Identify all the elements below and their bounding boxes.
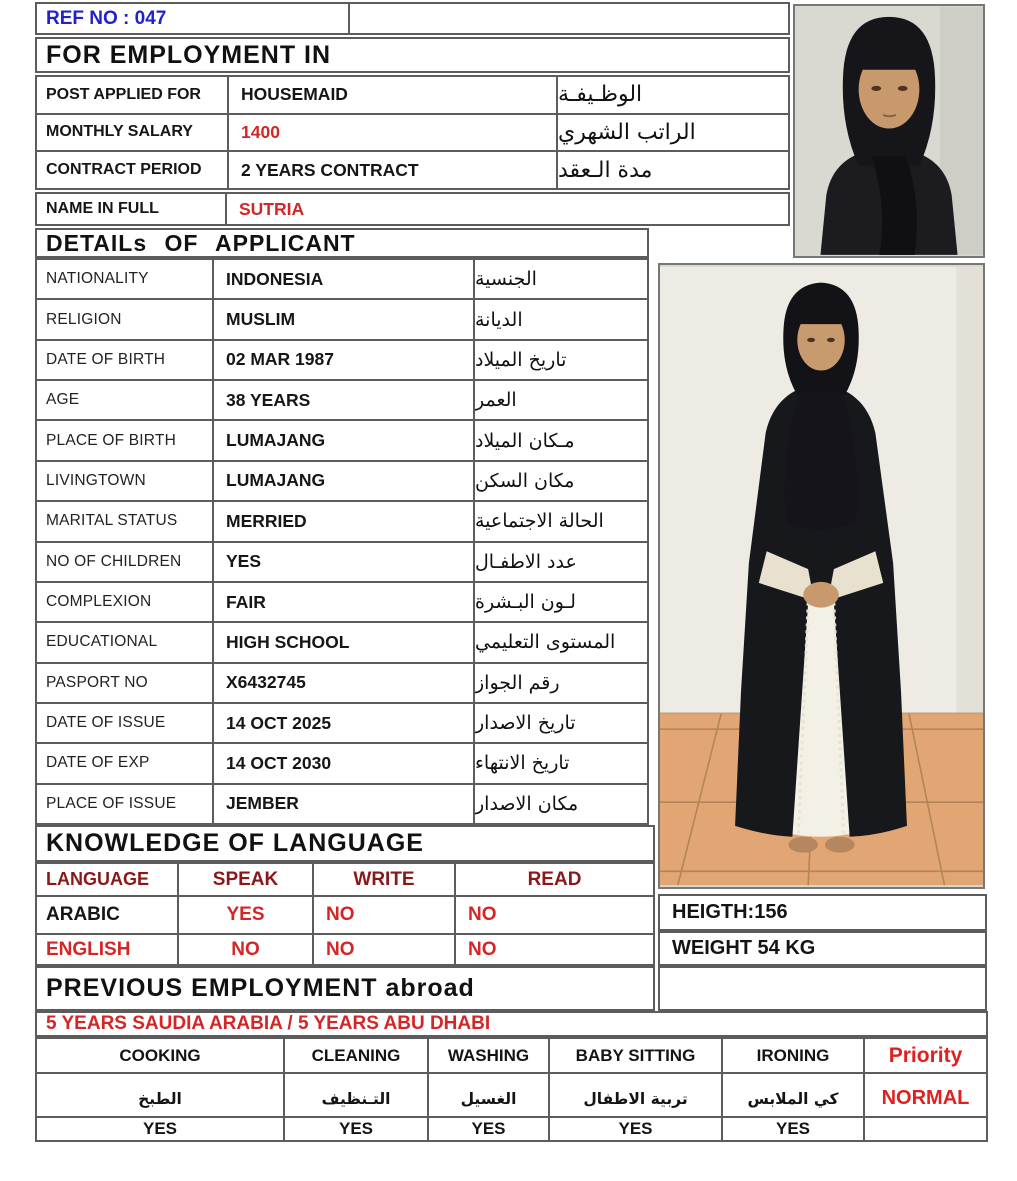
priority-empty-cell <box>865 1118 986 1140</box>
portrait-illustration <box>795 6 983 256</box>
read-col-header: READ <box>456 864 653 895</box>
arabic-language-label: ARABIC <box>37 897 177 933</box>
age-value: 38 YEARS <box>214 381 473 419</box>
cooking-header: COOKING <box>37 1039 283 1072</box>
place-of-issue-value: JEMBER <box>214 785 473 823</box>
date-of-issue-value: 14 OCT 2025 <box>214 704 473 742</box>
language-heading: KNOWLEDGE OF LANGUAGE <box>46 829 424 857</box>
educational-label: EDUCATIONAL <box>37 623 212 661</box>
applicant-portrait-photo <box>793 4 985 258</box>
marital-status-value: MERRIED <box>214 502 473 540</box>
previous-employment-heading: PREVIOUS EMPLOYMENT abroad <box>46 974 475 1002</box>
contract-period-value: 2 YEARS CONTRACT <box>229 152 556 188</box>
skills-table <box>35 1037 988 1142</box>
religion-label: RELIGION <box>37 300 212 338</box>
passport-no-arabic: رقم الجواز <box>475 664 647 702</box>
post-applied-value: HOUSEMAID <box>229 77 556 113</box>
date-of-issue-arabic: تاريخ الاصدار <box>475 704 647 742</box>
previous-employment-detail-row <box>35 1011 988 1037</box>
complexion-value: FAIR <box>214 583 473 621</box>
english-language-label: ENGLISH <box>37 935 177 964</box>
educational-value: HIGH SCHOOL <box>214 623 473 661</box>
details-heading: DETAILs OF APPLICANT <box>46 229 356 256</box>
language-table <box>35 862 655 966</box>
ironing-value: YES <box>723 1118 863 1140</box>
previous-employment-empty-cell <box>658 966 987 1011</box>
ironing-header: IRONING <box>723 1039 863 1072</box>
date-of-birth-arabic: تاريخ الميلاد <box>475 341 647 379</box>
name-label: NAME IN FULL <box>37 194 227 224</box>
date-of-birth-value: 02 MAR 1987 <box>214 341 473 379</box>
age-arabic: العمر <box>475 381 647 419</box>
speak-col-header: SPEAK <box>179 864 312 895</box>
no-of-children-label: NO OF CHILDREN <box>37 543 212 581</box>
passport-no-value: X6432745 <box>214 664 473 702</box>
cleaning-arabic: التـنظيف <box>285 1074 427 1116</box>
date-of-exp-value: 14 OCT 2030 <box>214 744 473 782</box>
nationality-value: INDONESIA <box>214 260 473 298</box>
language-heading-row <box>35 825 655 862</box>
monthly-salary-label: MONTHLY SALARY <box>37 115 227 151</box>
washing-arabic: الغسيل <box>429 1074 548 1116</box>
previous-employment-detail: 5 YEARS SAUDIA ARABIA / 5 YEARS ABU DHABI <box>46 1013 491 1034</box>
name-value: SUTRIA <box>239 198 305 219</box>
english-write-value: NO <box>314 935 454 964</box>
contract-period-label: CONTRACT PERIOD <box>37 152 227 188</box>
date-of-issue-label: DATE OF ISSUE <box>37 704 212 742</box>
english-read-value: NO <box>456 935 653 964</box>
name-row <box>35 192 790 226</box>
post-applied-arabic: الوظـيفـة <box>558 77 788 113</box>
employment-heading: FOR EMPLOYMENT IN <box>46 40 332 69</box>
complexion-label: COMPLEXION <box>37 583 212 621</box>
cooking-arabic: الطبخ <box>37 1074 283 1116</box>
ref-no-cell <box>37 4 350 33</box>
ref-no-row <box>35 2 790 35</box>
employment-table <box>35 75 790 190</box>
livingtown-label: LIVINGTOWN <box>37 462 212 500</box>
no-of-children-value: YES <box>214 543 473 581</box>
place-of-birth-arabic: مـكان الميلاد <box>475 421 647 459</box>
height-box <box>658 894 987 931</box>
weight-box <box>658 931 987 966</box>
place-of-birth-value: LUMAJANG <box>214 421 473 459</box>
priority-value: NORMAL <box>865 1074 986 1116</box>
contract-period-arabic: مدة الـعقد <box>558 152 788 188</box>
monthly-salary-arabic: الراتب الشهري <box>558 115 788 151</box>
details-table <box>35 258 649 825</box>
washing-header: WASHING <box>429 1039 548 1072</box>
post-applied-label: POST APPLIED FOR <box>37 77 227 113</box>
washing-value: YES <box>429 1118 548 1140</box>
no-of-children-arabic: عدد الاطفـال <box>475 543 647 581</box>
place-of-birth-label: PLACE OF BIRTH <box>37 421 212 459</box>
employment-heading-row <box>35 37 790 73</box>
religion-arabic: الديانة <box>475 300 647 338</box>
weight-value: WEIGHT 54 KG <box>672 937 816 959</box>
livingtown-arabic: مكان السكن <box>475 462 647 500</box>
complexion-arabic: لـون البـشرة <box>475 583 647 621</box>
nationality-arabic: الجنسية <box>475 260 647 298</box>
age-label: AGE <box>37 381 212 419</box>
arabic-write-value: NO <box>314 897 454 933</box>
baby-sitting-value: YES <box>550 1118 721 1140</box>
passport-no-label: PASPORT NO <box>37 664 212 702</box>
ironing-arabic: كي الملابس <box>723 1074 863 1116</box>
applicant-fullbody-photo <box>658 263 985 889</box>
details-heading-row <box>35 228 649 258</box>
religion-value: MUSLIM <box>214 300 473 338</box>
date-of-birth-label: DATE OF BIRTH <box>37 341 212 379</box>
priority-label: Priority <box>865 1039 986 1072</box>
educational-arabic: المستوى التعليمي <box>475 623 647 661</box>
ref-no: REF NO : 047 <box>46 7 167 29</box>
livingtown-value: LUMAJANG <box>214 462 473 500</box>
cleaning-header: CLEANING <box>285 1039 427 1072</box>
height-value: HEIGTH:156 <box>672 901 788 923</box>
place-of-issue-arabic: مكان الاصدار <box>475 785 647 823</box>
baby-sitting-arabic: تربية الاطفال <box>550 1074 721 1116</box>
place-of-issue-label: PLACE OF ISSUE <box>37 785 212 823</box>
date-of-exp-label: DATE OF EXP <box>37 744 212 782</box>
english-speak-value: NO <box>179 935 312 964</box>
language-col-header: LANGUAGE <box>37 864 177 895</box>
nationality-label: NATIONALITY <box>37 260 212 298</box>
write-col-header: WRITE <box>314 864 454 895</box>
baby-sitting-header: BABY SITTING <box>550 1039 721 1072</box>
cleaning-value: YES <box>285 1118 427 1140</box>
fullbody-illustration <box>660 265 983 887</box>
cooking-value: YES <box>37 1118 283 1140</box>
marital-status-label: MARITAL STATUS <box>37 502 212 540</box>
marital-status-arabic: الحالة الاجتماعية <box>475 502 647 540</box>
monthly-salary-value: 1400 <box>229 115 556 151</box>
date-of-exp-arabic: تاريخ الانتهاء <box>475 744 647 782</box>
previous-employment-heading-row <box>35 966 655 1011</box>
arabic-read-value: NO <box>456 897 653 933</box>
arabic-speak-value: YES <box>179 897 312 933</box>
